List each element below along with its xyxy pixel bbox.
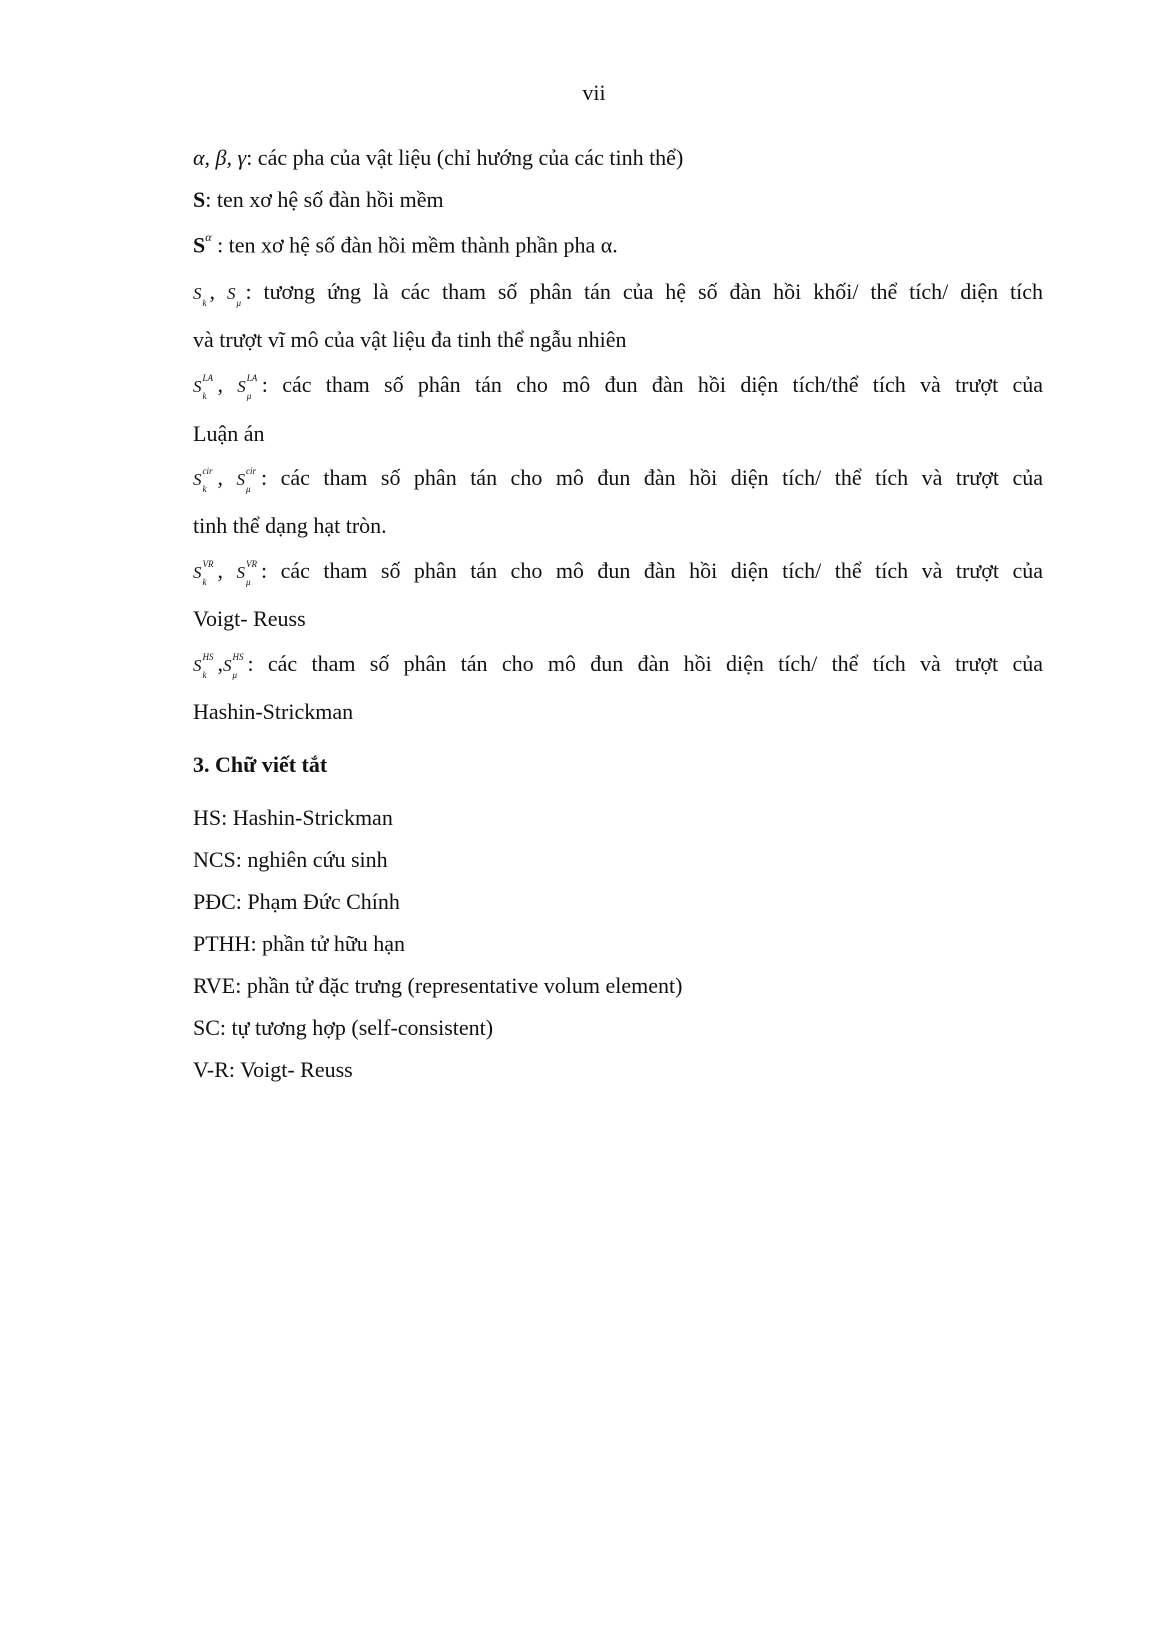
separator: , <box>217 651 223 676</box>
superscript: cir <box>202 466 213 476</box>
abbreviation-item: HS: Hashin-Strickman <box>193 805 393 830</box>
abbreviation-item: SC: tự tương hợp (self-consistent) <box>193 1015 494 1040</box>
la-params-line <box>193 372 1043 401</box>
s-letter: S <box>237 377 246 396</box>
separator: , <box>217 465 237 490</box>
abbreviation-item: PĐC: Phạm Đức Chính <box>193 889 400 914</box>
definition-text: : các tham số phân tán cho mô đun đàn hồi diện tích/ thể tích và trượt của <box>261 465 1043 490</box>
s-letter: S <box>193 470 202 489</box>
superscript: LA <box>202 373 214 383</box>
s-k-la-symbol <box>193 373 214 401</box>
section-heading: 3. Chữ viết tắt <box>193 752 328 777</box>
s-letter: S <box>236 470 245 489</box>
abbreviation-item: RVE: phần tử đặc trưng (representative volum element) <box>193 973 683 998</box>
subscript: μ <box>246 391 252 401</box>
tensor-symbol: S <box>193 187 206 212</box>
s-mu-vr-symbol <box>236 559 257 587</box>
s-letter: S <box>193 563 202 582</box>
page-number: vii <box>582 80 606 105</box>
s-k-cir-symbol <box>193 466 213 494</box>
superscript: cir <box>246 466 256 476</box>
phase-compliance-line <box>193 230 618 258</box>
abbreviation-item: V-R: Voigt- Reuss <box>193 1057 353 1082</box>
s-letter: S <box>193 284 202 303</box>
s-mu-cir-symbol <box>236 466 256 494</box>
subscript: k <box>202 577 207 587</box>
subscript: μ <box>246 577 251 587</box>
definition-text: : ten xơ hệ số đàn hồi mềm <box>205 187 444 212</box>
hs-params-line <box>193 651 1043 680</box>
continuation-line: và trượt vĩ mô của vật liệu đa tinh thể ngẫu nhiên <box>193 327 627 352</box>
definition-text: : ten xơ hệ số đàn hồi mềm thành phần pha α. <box>211 232 618 258</box>
superscript: α <box>205 230 212 244</box>
superscript: HS <box>232 652 244 662</box>
definition-text: : các tham số phân tán cho mô đun đàn hồi diện tích/thể tích và trượt của <box>261 372 1043 397</box>
continuation-line: Hashin-Strickman <box>193 699 354 724</box>
s-letter: S <box>193 377 202 396</box>
separator: , <box>217 372 238 397</box>
cir-params-line <box>193 465 1043 494</box>
subscript: k <box>202 484 207 494</box>
abbreviation-item: PTHH: phần tử hữu hạn <box>193 931 406 956</box>
greek-phases-line: α, β, γ: các pha của vật liệu (chỉ hướng của các tinh thể) <box>193 145 684 170</box>
superscript: VR <box>246 559 257 569</box>
separator: , <box>217 558 237 583</box>
definition-text: : tương ứng là các tham số phân tán của hệ số đàn hồi khối/ thể tích/ diện tích <box>245 279 1044 304</box>
s-letter: S <box>193 656 202 675</box>
continuation-line: tinh thể dạng hạt tròn. <box>193 513 387 538</box>
subscript: k <box>202 670 207 680</box>
definition-text: : các tham số phân tán cho mô đun đàn hồi diện tích/ thể tích và trượt của <box>261 558 1043 583</box>
vr-params-line <box>193 558 1043 587</box>
s-k-symbol <box>193 284 207 308</box>
continuation-line: Voigt- Reuss <box>193 606 306 631</box>
superscript: LA <box>246 373 258 383</box>
definition-text: : các tham số phân tán cho mô đun đàn hồi diện tích/ thể tích và trượt của <box>247 651 1043 676</box>
s-mu-la-symbol <box>237 373 258 401</box>
tensor-symbol: S <box>193 232 206 258</box>
compliance-tensor-line <box>193 189 444 211</box>
s-k-vr-symbol <box>193 559 214 587</box>
separator: , <box>209 279 227 304</box>
s-letter: S <box>236 563 245 582</box>
subscript: k <box>202 298 207 308</box>
s-letter: S <box>223 656 232 675</box>
superscript: VR <box>202 559 214 569</box>
scatter-params-line <box>193 279 1044 308</box>
continuation-line: Luận án <box>193 421 265 446</box>
subscript: μ <box>236 298 241 308</box>
subscript: k <box>202 391 207 401</box>
subscript: μ <box>232 670 238 680</box>
abbreviation-item: NCS: nghiên cứu sinh <box>193 847 388 872</box>
s-mu-hs-symbol <box>223 652 244 680</box>
superscript: HS <box>202 652 214 662</box>
subscript: μ <box>246 484 251 494</box>
s-letter: S <box>226 284 236 303</box>
s-k-hs-symbol <box>193 652 214 680</box>
s-mu-symbol <box>226 284 241 308</box>
